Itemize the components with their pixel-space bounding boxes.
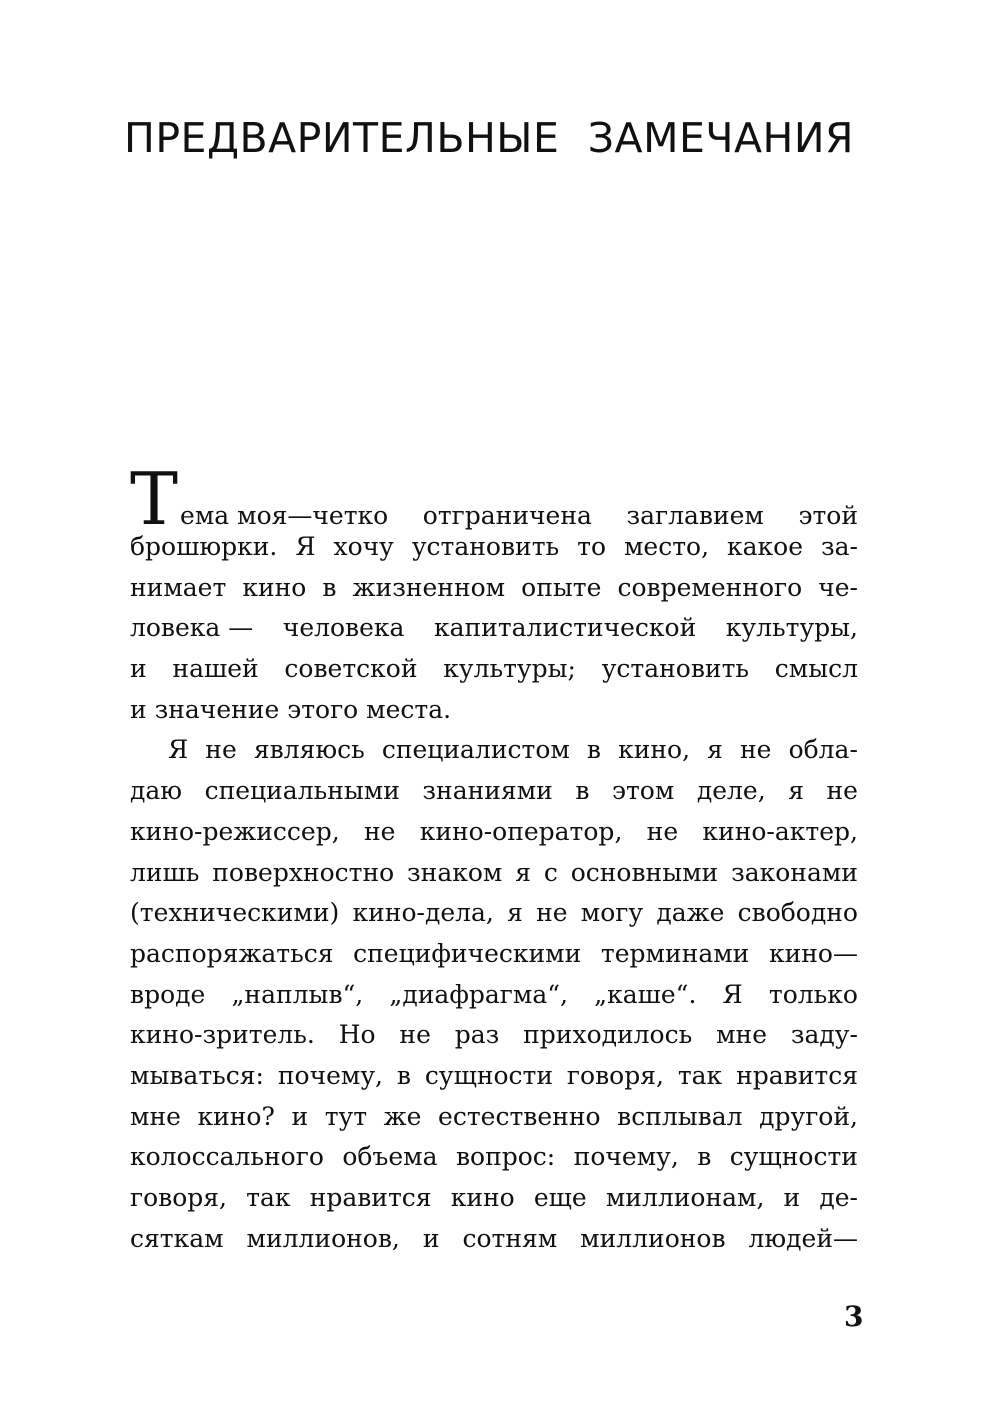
word: являюсь: [253, 735, 365, 765]
text-line: [130, 771, 858, 812]
word: [130, 853, 199, 894]
word: [168, 730, 188, 771]
word-text: (техническими): [130, 898, 340, 928]
word: опыте: [521, 572, 602, 602]
word: место,: [623, 532, 710, 561]
word: основными: [570, 857, 719, 887]
text-line: [130, 1097, 858, 1138]
word: отграничена: [422, 501, 592, 530]
word: и: [291, 1101, 309, 1131]
word: [130, 934, 334, 975]
word: и: [422, 1223, 440, 1253]
word: [130, 527, 277, 568]
word: „диафрагма“,: [389, 979, 568, 1009]
word: капиталистической: [433, 613, 697, 643]
text-line: [130, 649, 858, 690]
word-text: ема моя—четко: [180, 501, 389, 530]
word: [130, 812, 340, 853]
word: [130, 975, 205, 1016]
text-line: [130, 1219, 858, 1260]
word: человека: [282, 613, 405, 643]
word: терминами: [600, 938, 750, 968]
word: специфическими: [353, 938, 582, 968]
word: и: [783, 1183, 801, 1212]
text-line: [130, 934, 858, 975]
title-word-2: ЗАМЕЧАНИЯ: [587, 114, 854, 162]
word: то: [577, 532, 606, 561]
word: мне: [716, 1020, 767, 1050]
word: кино: [242, 572, 307, 602]
drop-cap: Т: [130, 457, 179, 541]
word: объема: [342, 1142, 438, 1172]
word-text: говоря,: [130, 1183, 227, 1212]
paragraph: [130, 730, 858, 1259]
word: заглавием: [626, 501, 764, 530]
text-line: [130, 1056, 858, 1097]
word: свободно: [737, 898, 858, 928]
word: не: [826, 776, 858, 806]
word: могу: [580, 898, 644, 928]
word-text: даю: [130, 776, 183, 806]
word: я: [507, 898, 523, 928]
word: говоря,: [566, 1060, 664, 1090]
word: современного: [617, 572, 803, 602]
word: в: [396, 1060, 411, 1090]
title-word-1: ПРЕДВАРИТЕЛЬНЫЕ: [124, 114, 560, 162]
paragraph: [130, 457, 858, 730]
word-text: колоссального: [130, 1142, 324, 1172]
word: почему,: [277, 1060, 383, 1090]
text-line: [130, 730, 858, 771]
text-line: [130, 853, 858, 894]
word: кино?: [197, 1101, 275, 1131]
word: миллионам,: [605, 1183, 765, 1212]
word: Я: [295, 532, 316, 561]
word: за-: [820, 532, 858, 561]
word: культуры,: [725, 613, 858, 643]
text-line: [130, 527, 858, 568]
word: я: [707, 735, 723, 765]
word: вопрос:: [455, 1142, 556, 1172]
word-text: вроде: [130, 979, 206, 1009]
word-text: мываться:: [130, 1060, 264, 1090]
word: сущности: [729, 1142, 858, 1172]
word: этой: [798, 501, 858, 530]
word: тут: [324, 1101, 368, 1131]
text-line: [130, 812, 858, 853]
word: специалистом: [381, 735, 570, 765]
text-line: [130, 690, 858, 731]
word-text: лишь: [130, 857, 200, 887]
word: хочу: [333, 532, 394, 561]
word: еще: [533, 1183, 587, 1212]
word-text: Я: [168, 735, 189, 765]
word: [130, 1178, 227, 1219]
word: поверхностно: [212, 857, 395, 887]
word: де-: [819, 1183, 858, 1212]
word: знаком: [407, 857, 503, 887]
word: только: [768, 979, 858, 1009]
word: Но: [338, 1020, 376, 1050]
word: [130, 649, 147, 690]
word: заду-: [790, 1020, 858, 1050]
word: нравится: [309, 1183, 432, 1212]
word: всплывал: [617, 1101, 743, 1131]
word: нашей: [172, 654, 259, 684]
word: в: [586, 735, 601, 765]
word: [130, 1097, 181, 1138]
word: этом: [611, 776, 675, 806]
word-text: мне: [130, 1101, 181, 1131]
word: кино: [450, 1183, 515, 1212]
word-text: и: [130, 654, 147, 684]
word: смысл: [774, 654, 858, 684]
word: „наплыв“,: [231, 979, 364, 1009]
word: в: [322, 572, 337, 602]
word: с: [543, 857, 558, 887]
word: обла-: [788, 735, 858, 765]
word: в: [575, 776, 590, 806]
word: [130, 608, 253, 649]
word: знаниями: [422, 776, 553, 806]
word: законами: [731, 857, 858, 887]
word: не: [399, 1020, 431, 1050]
word: деле,: [696, 776, 766, 806]
word: так: [246, 1183, 291, 1212]
text-line: [130, 1137, 858, 1178]
word: сотням: [462, 1223, 558, 1253]
word-text: распоряжаться: [130, 938, 334, 968]
word: советской: [284, 654, 418, 684]
word-text: нимает: [130, 572, 227, 602]
word: кино-оператор,: [419, 816, 623, 846]
word: кино-дела,: [352, 898, 494, 928]
word: в: [697, 1142, 712, 1172]
word: же: [383, 1101, 422, 1131]
word: [130, 1219, 224, 1260]
word: приходилось: [523, 1020, 693, 1050]
word: специальными: [204, 776, 400, 806]
text-line: [130, 975, 858, 1016]
word: не: [646, 816, 679, 846]
word: нравится: [736, 1060, 858, 1090]
word: так: [677, 1060, 723, 1090]
word: сущности: [424, 1060, 554, 1090]
word: [130, 1137, 324, 1178]
word-text: ловека —: [130, 613, 254, 643]
body-text: [130, 457, 858, 1259]
word: „каше“.: [594, 979, 697, 1009]
word-text: сяткам: [130, 1223, 224, 1253]
word: Я: [722, 979, 743, 1009]
word: установить: [411, 532, 560, 561]
word: кино-актер,: [702, 816, 858, 846]
word: [130, 1015, 315, 1056]
word: даже: [656, 898, 725, 928]
word: не: [205, 735, 237, 765]
word: кино,: [618, 735, 691, 765]
word-text: и значение этого места.: [130, 694, 452, 724]
word: я: [515, 857, 531, 887]
word-text: брошюрки.: [130, 532, 278, 561]
word: культуры;: [443, 654, 576, 684]
word: другой,: [759, 1101, 858, 1131]
word: естественно: [438, 1101, 601, 1131]
text-line: [130, 608, 858, 649]
text-line: [130, 893, 858, 934]
text-line: [130, 568, 858, 609]
word-text: кино-зритель.: [130, 1020, 315, 1050]
text-line: [130, 1178, 858, 1219]
word: жизненном: [352, 572, 506, 602]
text-line: [130, 1015, 858, 1056]
word: [130, 568, 226, 609]
word: не: [536, 898, 568, 928]
text-line: [130, 457, 858, 541]
word: кино—: [768, 938, 858, 968]
word: какое: [726, 532, 803, 561]
word: раз: [454, 1020, 500, 1050]
word: я: [788, 776, 804, 806]
page-number: 3: [844, 1300, 864, 1333]
word: [130, 893, 339, 934]
word: миллионов,: [246, 1223, 400, 1253]
word: че-: [818, 572, 858, 602]
word: не: [363, 816, 396, 846]
word: [130, 690, 451, 731]
page-title: [124, 112, 854, 164]
word: не: [740, 735, 772, 765]
word-text: кино-режиссер,: [130, 816, 340, 846]
word: почему,: [573, 1142, 679, 1172]
word: [130, 771, 182, 812]
word: установить: [601, 654, 750, 684]
word: [130, 1056, 264, 1097]
word: людей—: [748, 1223, 858, 1253]
word: миллионов: [580, 1223, 726, 1253]
